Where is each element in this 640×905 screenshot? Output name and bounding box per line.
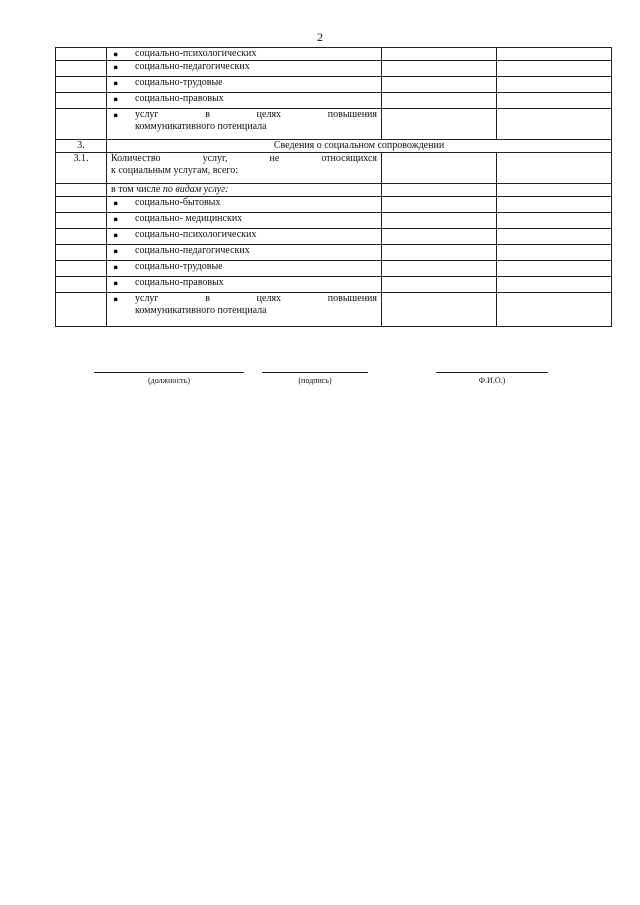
table-row (56, 93, 612, 109)
value-cell (382, 293, 497, 327)
value-cell (497, 48, 612, 61)
row-number-cell (56, 184, 107, 197)
value-cell (497, 197, 612, 213)
value-cell (382, 48, 497, 61)
row-number-cell (56, 229, 107, 245)
table-row (56, 48, 612, 61)
bullet-icon: ● (113, 214, 119, 224)
signature-line (262, 372, 368, 373)
by-type-label: в том числе по видам услуг: (107, 184, 382, 197)
services-table (55, 47, 612, 327)
bullet-icon: ● (113, 198, 119, 208)
table-row (56, 77, 612, 93)
value-cell (497, 229, 612, 245)
value-cell (382, 261, 497, 277)
bullet-icon: ● (113, 110, 119, 120)
value-cell (382, 184, 497, 197)
bullet-icon: ● (113, 230, 119, 240)
bullet-icon: ● (113, 94, 119, 104)
value-cell (382, 93, 497, 109)
table-row (56, 61, 612, 77)
bullet-icon: ● (113, 294, 119, 304)
communicative-services-label: услуг в целях повышения коммуникативного потенциала (135, 293, 377, 316)
value-cell (382, 109, 497, 140)
table-row (56, 184, 612, 197)
signature-sign-field (262, 372, 368, 385)
value-cell (382, 77, 497, 93)
service-label: социально-правовых (135, 93, 224, 104)
value-cell (382, 277, 497, 293)
table-row (56, 277, 612, 293)
service-label: социально-правовых (135, 277, 224, 288)
row-number-cell (56, 77, 107, 93)
value-cell (497, 293, 612, 327)
row-number-cell (56, 197, 107, 213)
bullet-icon: ● (113, 278, 119, 288)
bullet-icon: ● (113, 62, 119, 72)
row-number-cell (56, 261, 107, 277)
service-label: социально-педагогических (135, 61, 250, 72)
service-label: социально-трудовые (135, 77, 223, 88)
position-caption: (должность) (148, 376, 190, 385)
table-row (56, 197, 612, 213)
value-cell (382, 213, 497, 229)
value-cell (497, 213, 612, 229)
value-cell (497, 109, 612, 140)
signature-caption: (подпись) (298, 376, 332, 385)
section-title: Сведения о социальном сопровождении (107, 140, 612, 153)
row-number-cell (56, 245, 107, 261)
table-row (56, 293, 612, 327)
service-label: социально-педагогических (135, 245, 250, 256)
row-number-cell (56, 109, 107, 140)
value-cell (382, 229, 497, 245)
value-cell (382, 197, 497, 213)
table-row (56, 153, 612, 184)
table-row (56, 261, 612, 277)
service-label: социально-психологических (135, 48, 257, 59)
table-row (56, 245, 612, 261)
value-cell (497, 153, 612, 184)
bullet-icon: ● (113, 246, 119, 256)
bullet-icon: ● (113, 262, 119, 272)
service-label: социально-трудовые (135, 261, 223, 272)
value-cell (497, 245, 612, 261)
signature-fio-field (436, 372, 548, 385)
bullet-icon: ● (113, 49, 119, 59)
table-row (56, 229, 612, 245)
signature-line (436, 372, 548, 373)
value-cell (382, 61, 497, 77)
row-number-cell: 3.1. (56, 153, 107, 184)
row-number-cell (56, 213, 107, 229)
value-cell (382, 153, 497, 184)
fio-caption: Ф.И.О.) (478, 376, 506, 385)
service-label: социально-бытовых (135, 197, 221, 208)
section-number: 3. (56, 140, 107, 153)
value-cell (497, 77, 612, 93)
row-number-cell (56, 293, 107, 327)
service-label: социально-психологических (135, 229, 257, 240)
value-cell (497, 184, 612, 197)
page-number: 2 (317, 30, 323, 44)
service-label: социально- медицинских (135, 213, 243, 224)
row-number-cell (56, 48, 107, 61)
table-row (56, 213, 612, 229)
value-cell (497, 93, 612, 109)
signature-position-field (94, 372, 244, 385)
signature-line (94, 372, 244, 373)
value-cell (382, 245, 497, 261)
bullet-icon: ● (113, 78, 119, 88)
row-number-cell (56, 277, 107, 293)
total-services-label: Количество услуг, не относящихся к социальным услугам, всего: (107, 153, 382, 184)
value-cell (497, 261, 612, 277)
value-cell (497, 61, 612, 77)
row-number-cell (56, 93, 107, 109)
table-row (56, 109, 612, 140)
value-cell (497, 277, 612, 293)
row-number-cell (56, 61, 107, 77)
section-header-row (56, 140, 612, 153)
communicative-services-label: услуг в целях повышения коммуникативного потенциала (135, 109, 377, 132)
